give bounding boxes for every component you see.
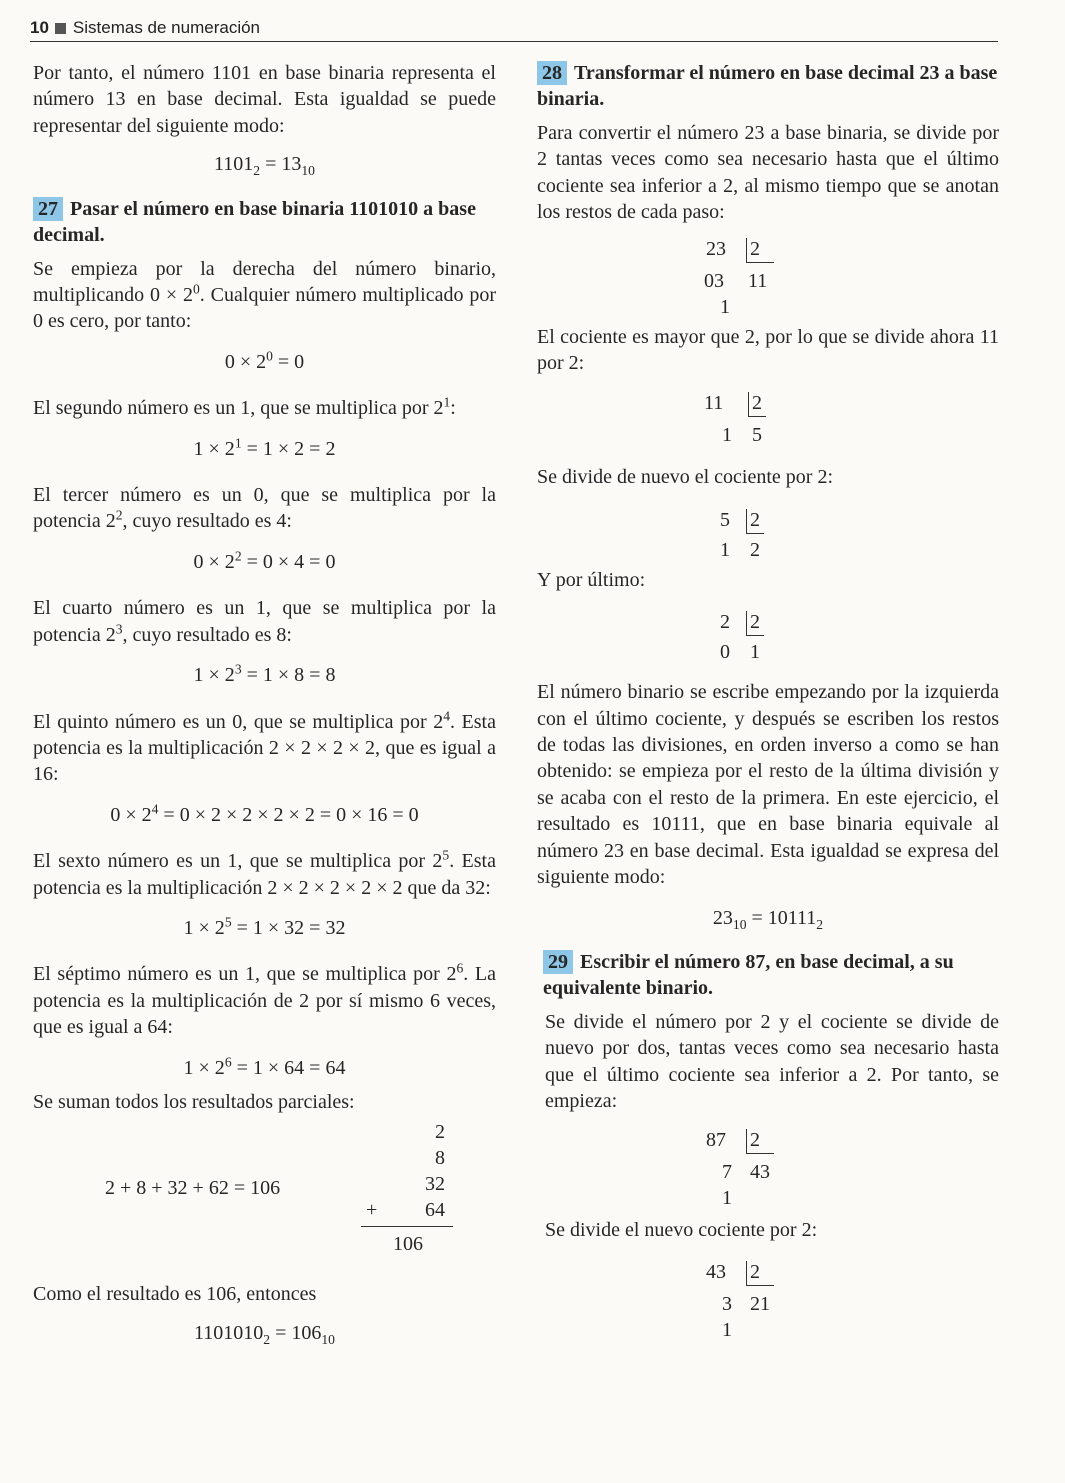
remainder: 1 [720, 295, 730, 318]
sum-rule [361, 1226, 453, 1227]
quotient: 43 [750, 1160, 770, 1183]
remainder: 1 [720, 538, 730, 561]
plus-sign: + [366, 1199, 378, 1222]
equation: $0 \times 2^4 = 0 \times 2 \times 2 \times 2 \times 2 = 0 \times 16 = 0$ [110, 801, 419, 826]
divisor: 2 [750, 508, 760, 531]
quotient: 21 [750, 1292, 770, 1315]
paragraph: Se divide el nuevo cociente por 2: [545, 1218, 818, 1241]
remainder: 03 [704, 269, 724, 292]
division-23-by-2 [704, 236, 828, 318]
sum-block [33, 1115, 496, 1275]
sum-term: 2 [435, 1121, 445, 1144]
page-header [30, 18, 998, 38]
equation: $1 \times 2^3 = 1 \times 8 = 8$ [193, 661, 336, 687]
division-87-by-2 [708, 1127, 828, 1207]
quotient: 2 [750, 538, 760, 561]
remainder: 1 [722, 1318, 732, 1341]
square-bullet-icon [55, 23, 66, 34]
remainder: 3 [722, 1292, 732, 1315]
paragraph: El tercer número es un 0, que se multiplica por la potencia $2^2$, cuyo resultado es 4: [33, 484, 496, 533]
paragraph: Se empieza por la derecha del número binario, multiplicando $0 \times 2^0$. Cualquier número multiplicado por 0 es cero, por tanto: [33, 257, 497, 333]
equation: $1 \times 2^6 = 1 \times 64 = 64$ [183, 1053, 346, 1079]
dividend: 43 [706, 1260, 726, 1283]
paragraph: Se divide de nuevo el cociente por 2: [537, 466, 834, 489]
divisor: 2 [750, 1128, 760, 1151]
remainder: 1 [722, 424, 732, 447]
divisor: 2 [750, 237, 760, 260]
exercise-28-heading [537, 60, 999, 112]
divisor: 2 [752, 392, 762, 415]
paragraph: Y por último: [537, 568, 646, 591]
divisor: 2 [750, 611, 760, 634]
paragraph: El séptimo número es un 1, que se multiplica por $2^6$. La potencia es la multiplicación de 2 por sí mismo 6 veces, que es igual a 64: [33, 960, 497, 1039]
dividend: 87 [706, 1128, 726, 1151]
sum-inline: 2 + 8 + 32 + 62 = 106 [105, 1177, 281, 1200]
dividend: 11 [704, 392, 724, 415]
paragraph: El cociente es mayor que 2, por lo que se divide ahora 11 por 2: [537, 325, 999, 375]
quotient: 5 [752, 424, 762, 447]
equation: $1101010_2 = 106_{10}$ [194, 1321, 335, 1347]
sum-term: 32 [425, 1173, 445, 1196]
left-column [33, 60, 496, 1346]
paragraph: Como el resultado es 106, entonces [33, 1283, 317, 1306]
equation: $1101_2 = 13_{10}$ [214, 153, 315, 179]
right-column [537, 60, 999, 1339]
sum-total: 106 [393, 1233, 423, 1256]
paragraph: El sexto número es un 1, que se multiplica por $2^5$. Esta potencia es la multiplicación 2 × 2 × 2 × 2 × 2 que da 32: [33, 847, 496, 899]
exercise-number-badge: 29 [543, 950, 573, 974]
exercise-29-heading [537, 949, 999, 1001]
exercise-number-badge: 28 [537, 61, 567, 85]
quotient: 11 [748, 269, 768, 292]
division-5-by-2 [708, 507, 828, 563]
equation: $0 \times 2^0 = 0$ [224, 348, 305, 373]
remainder: 0 [720, 641, 730, 664]
dividend: 23 [706, 237, 726, 260]
dividend: 5 [720, 508, 730, 531]
remainder: 1 [722, 1186, 732, 1209]
equation: $1 \times 2^5 = 1 \times 32 = 32$ [183, 914, 346, 939]
paragraph: Por tanto, el número 1101 en base binaria representa el número 13 en base decimal. Esta igualdad se puede representar del siguiente modo: [33, 62, 496, 137]
quotient: 1 [750, 641, 760, 664]
division-43-by-2 [708, 1259, 828, 1339]
exercise-27-heading [33, 196, 496, 248]
divisor: 2 [750, 1260, 760, 1283]
paragraph: Para convertir el número 23 a base binaria, se divide por 2 tantas veces como sea necesario hasta que el último cociente sea inferior a 2, al mismo tiempo que se anotan los restos de cada paso: [537, 122, 999, 224]
header-rule [30, 41, 998, 42]
remainder: 7 [722, 1160, 732, 1183]
division-11-by-2 [704, 390, 828, 448]
exercise-title: Transformar el número en base decimal 23 a base binaria. [537, 62, 998, 110]
sum-term: 8 [435, 1147, 445, 1170]
division-2-by-2 [708, 609, 828, 665]
exercise-number-badge: 27 [33, 197, 63, 221]
dividend: 2 [720, 611, 730, 634]
exercise-title: Pasar el número en base binaria 1101010 a base decimal. [33, 197, 476, 246]
equation: $23_{10} = 10111_2$ [712, 906, 824, 932]
equation: $0 \times 2^2 = 0 \times 4 = 0$ [193, 548, 336, 573]
equation: $1 \times 2^1 = 1 \times 2 = 2$ [193, 435, 336, 460]
exercise-title: Escribir el número 87, en base decimal, a su equivalente binario. [543, 950, 954, 999]
paragraph: Se suman todos los resultados parciales: [33, 1090, 355, 1113]
paragraph: El cuarto número es un 1, que se multiplica por la potencia $2^3$, cuyo resultado es 8: [33, 597, 496, 646]
paragraph: El segundo número es un 1, que se multiplica por $2^1$: [33, 394, 456, 420]
paragraph: El número binario se escribe empezando por la izquierda con el último cociente, y después se escriben los restos de todas las divisiones, en orden inverso a como se han obtenido: se empieza por el resto de la última división y se acaba con el resto de la primera. En este ejercicio, el resultado es 10111, que en base binaria equivale al número 23 en base decimal. Esta igualdad se expresa del siguiente modo: [537, 681, 999, 889]
section-title: Sistemas de numeración [72, 18, 261, 37]
page-number: 10 [30, 18, 49, 37]
paragraph: El quinto número es un 0, que se multiplica por $2^4$. Esta potencia es la multiplicación 2 × 2 × 2 × 2, que es igual a 16: [33, 707, 496, 786]
sum-term: 64 [425, 1199, 445, 1222]
paragraph: Se divide el número por 2 y el cociente se divide de nuevo por dos, tantas veces como sea necesario hasta que el último cociente sea inferior a 2. Por tanto, se empieza: [545, 1010, 999, 1113]
